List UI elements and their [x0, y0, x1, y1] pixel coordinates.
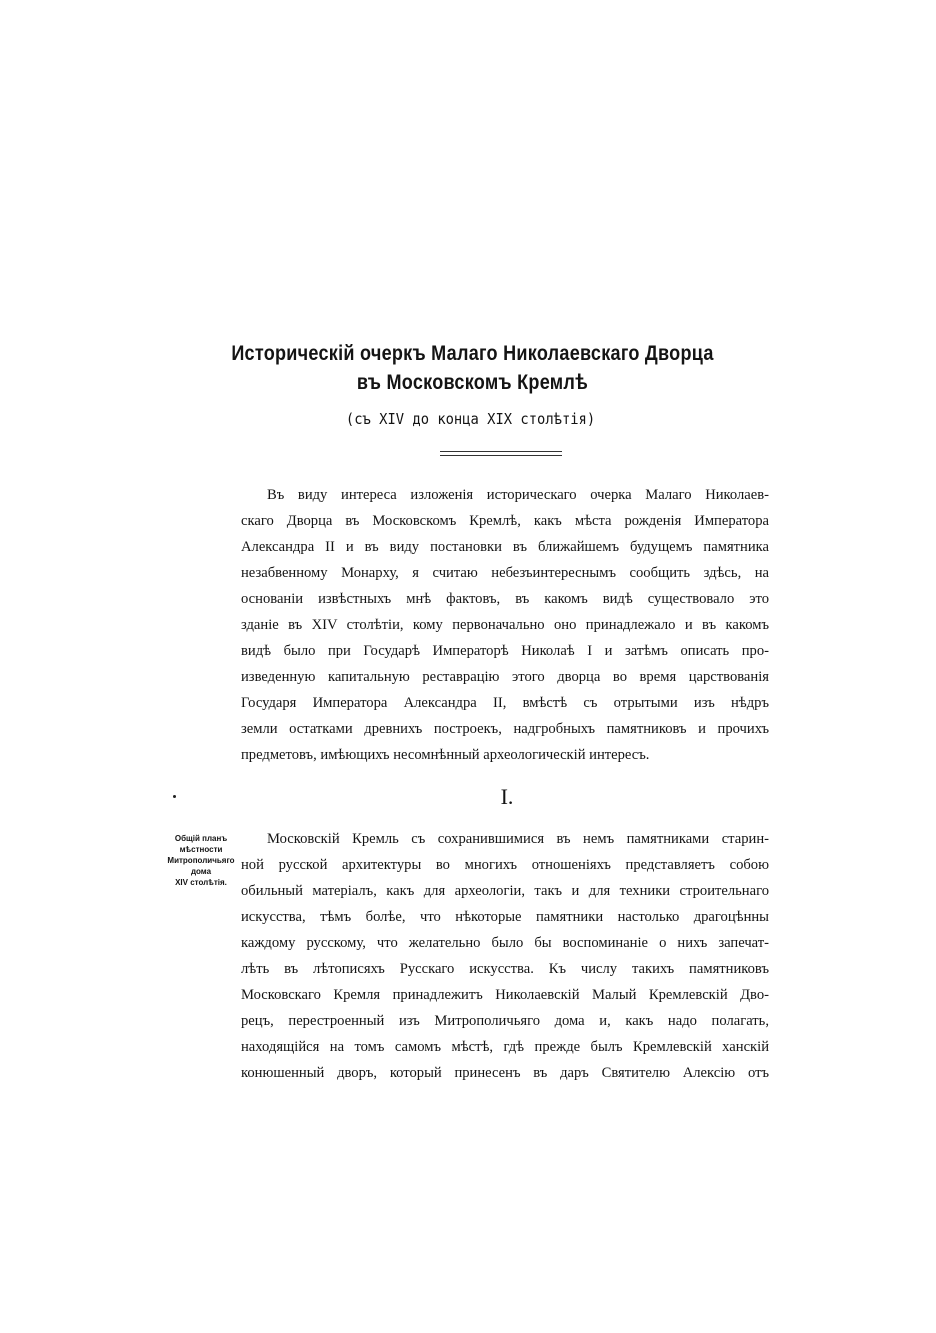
text-line: рецъ, перестроенный изъ Митрополичьяго дома и, какъ надо полагать, — [241, 1013, 769, 1029]
text-line: находящійся на томъ самомъ мѣстѣ, гдѣ прежде былъ Кремлевскій ханскій — [241, 1039, 769, 1055]
section-paragraph — [241, 826, 769, 1086]
text-line: земли остатками древнихъ построекъ, надгробныхъ памятниковъ и прочихъ — [241, 721, 769, 737]
text-line: Государя Императора Александра II, вмѣстѣ съ отрытыми изъ нѣдръ — [241, 695, 769, 711]
text-line: каждому русскому, что желательно было бы воспоминаніе о нихъ запечат- — [241, 935, 769, 951]
margin-note-line: XIV столѣтія. — [175, 878, 227, 887]
intro-paragraph — [241, 482, 769, 768]
text-line: незабвенному Монарху, я считаю небезъинтереснымъ сообщить здѣсь, на — [241, 565, 769, 581]
title-line-2: въ Московскомъ Кремлѣ — [356, 371, 589, 394]
title-rule-bottom — [440, 455, 562, 456]
text-line: видѣ было при Государѣ Императорѣ Николаѣ I и затѣмъ описать про- — [241, 643, 769, 659]
text-line: Въ виду интереса изложенія историческаго очерка Малаго Николаев- — [267, 487, 769, 503]
margin-note — [158, 833, 244, 888]
text-line: скаго Дворца въ Московскомъ Кремлѣ, какъ мѣста рожденія Императора — [241, 513, 769, 529]
margin-note-line: мѣстности — [179, 845, 223, 854]
margin-note-line: дома — [190, 867, 212, 876]
margin-note-line: Общій планъ — [174, 834, 228, 843]
text-line: искусства, тѣмъ болѣе, что нѣкоторые памятники настолько драгоцѣнны — [241, 909, 769, 925]
margin-note-line: Митрополичьяго — [167, 856, 235, 865]
text-line-last: предметовъ, имѣющихъ несомнѣнный археологическій интересъ. — [241, 747, 650, 763]
text-line: Александра II и въ виду постановки въ ближайшемъ будущемъ памятника — [241, 539, 769, 555]
subtitle: (съ XIV до конца XIX столѣтія) — [345, 410, 596, 428]
text-line: зданіе въ XIV столѣтіи, кому первоначально оно принадлежало и въ какомъ — [241, 617, 769, 633]
section-numeral: I. — [500, 784, 514, 809]
text-line: ной русской архитектуры во многихъ отношеніяхъ представляетъ собою — [241, 857, 769, 873]
text-line: изведенную капитальную реставрацію этого дворца во время царствованія — [241, 669, 769, 685]
text-line: лѣть въ лѣтописяхъ Русскаго искусства. Къ числу такихъ памятниковъ — [241, 961, 769, 977]
text-line: конюшенный дворъ, который принесенъ въ даръ Святителю Алексію отъ — [241, 1065, 769, 1081]
text-line: обильный матеріалъ, какъ для археологіи, такъ и для техники строительнаго — [241, 883, 769, 899]
text-line: основаніи извѣстныхъ мнѣ фактовъ, въ какомъ видѣ существовало это — [241, 591, 769, 607]
text-line: Московскій Кремль съ сохранившимися въ немъ памятниками старин- — [267, 831, 769, 847]
text-line: Московскаго Кремля принадлежитъ Николаевскій Малый Кремлевскій Дво- — [241, 987, 769, 1003]
title-line-1: Историческій очеркъ Малаго Николаевскаго Дворца — [231, 342, 714, 365]
title-rule-top — [440, 451, 562, 452]
